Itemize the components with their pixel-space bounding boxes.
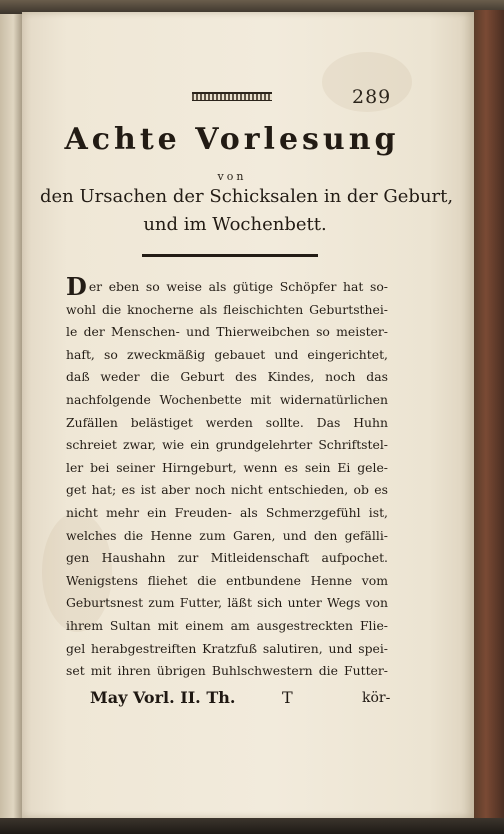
body-line: gel herabgestreiften Kratzfuß salutiren, und spei- <box>66 640 388 656</box>
book-left-page-edge <box>0 14 23 820</box>
page-number: 289 <box>352 86 392 108</box>
chapter-subtitle-line-1: den Ursachen der Schicksalen in der Geburt, <box>40 186 454 207</box>
body-line: Wenigstens fliehet die entbundene Henne vom <box>66 572 388 588</box>
body-line: wohl die knocherne als fleischichten Geburtsthei- <box>66 301 388 317</box>
body-line: er eben so weise als gütige Schöpfer hat so- <box>88 279 388 294</box>
body-line: get hat; es ist aber noch nicht entschieden, ob es <box>66 482 388 498</box>
chapter-subtitle-line-2: und im Wochenbett. <box>143 214 327 235</box>
body-line: set mit ihren übrigen Buhlschwestern die Futter- <box>66 663 388 679</box>
body-line: Geburtsnest zum Futter, läßt sich unter Wegs von <box>66 595 388 611</box>
book-bottom-edge <box>0 818 504 834</box>
body-line: welches die Henne zum Garen, und den gefälli- <box>66 527 388 543</box>
body-paragraph <box>66 272 388 683</box>
printer-signature: May Vorl. II. Th. <box>90 688 236 707</box>
body-line: daß weder die Geburt des Kindes, noch das <box>66 369 388 385</box>
catchword: kör- <box>362 690 391 706</box>
title-rule <box>142 254 318 257</box>
body-line: gen Haushahn zur Mitleidenschaft aufpochet. <box>66 550 388 566</box>
body-line: le der Menschen- und Thierweibchen so meister- <box>66 324 388 340</box>
body-line: haft, so zweckmäßig gebauet und eingerichtet, <box>66 346 388 362</box>
signature-mark: T <box>282 688 293 707</box>
body-line: schreiet zwar, wie ein grundgelehrter Schriftstel- <box>66 437 388 453</box>
body-line: ler bei seiner Hirngeburt, wenn es sein Ei gele- <box>66 459 388 475</box>
header-ornament-bar <box>192 92 272 101</box>
book-spine-edge <box>474 10 504 822</box>
body-line: ihrem Sultan mit einem am ausgestreckten Flie- <box>66 617 388 633</box>
body-line: nicht mehr ein Freuden- als Schmerzgefühl ist, <box>66 504 388 520</box>
chapter-title: Achte Vorlesung <box>64 122 400 157</box>
drop-cap: D <box>66 272 87 301</box>
body-line: nachfolgende Wochenbette mit widernatürlichen <box>66 391 388 407</box>
body-line: Zufällen belästiget werden sollte. Das Huhn <box>66 414 388 430</box>
title-connector: von <box>217 170 247 183</box>
